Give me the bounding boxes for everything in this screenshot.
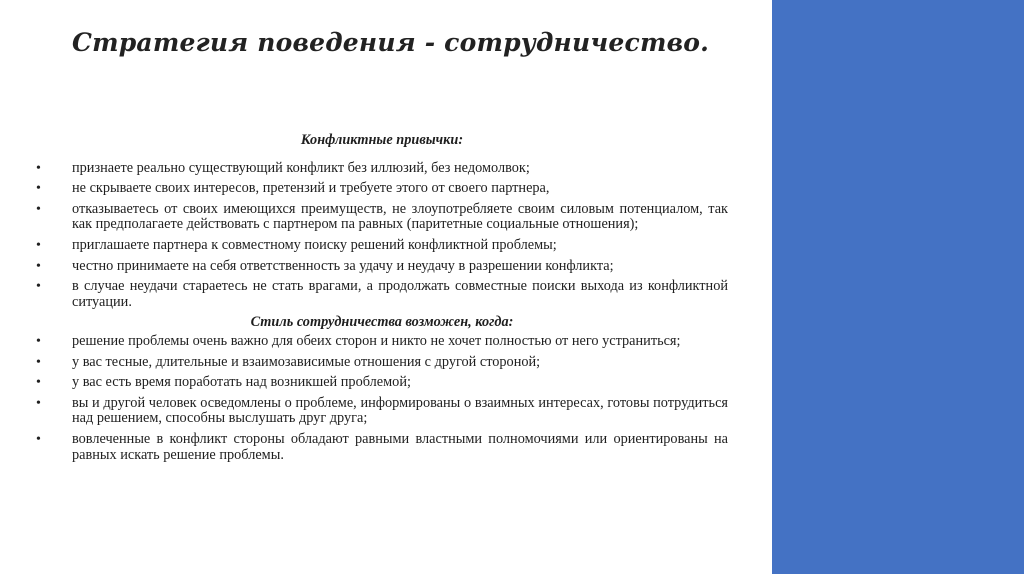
list-item bbox=[36, 355, 728, 371]
slide-title: Стратегия поведения - сотрудничество. bbox=[72, 28, 709, 57]
bullet-icon: • bbox=[36, 201, 41, 217]
bullet-icon: • bbox=[36, 395, 41, 411]
slide-content bbox=[36, 133, 728, 468]
bullet-icon: • bbox=[36, 375, 41, 391]
list-item bbox=[36, 334, 728, 350]
list-item-text: не скрываете своих интересов, претензий и требуете этого от своего партнера, bbox=[72, 180, 550, 197]
list-item bbox=[36, 259, 728, 275]
list-item-text: признаете реально существующий конфликт без иллюзий, без недомолвок; bbox=[72, 159, 530, 176]
bullet-icon: • bbox=[36, 333, 41, 349]
list-item-text: приглашаете партнера к совместному поиску решений конфликтной проблемы; bbox=[72, 236, 557, 253]
list-item bbox=[36, 181, 728, 197]
list-item-text: отказываетесь от своих имеющихся преимуществ, не злоупотребляете своим силовым потенциалом, так как предполагаете действовать с партнером па равных (паритетные социальные отношения); bbox=[72, 200, 728, 233]
list-item-text: вовлеченные в конфликт стороны обладают равными властными полномочиями или ориентированы на равных искать решение проблемы. bbox=[72, 430, 728, 463]
bullet-icon: • bbox=[36, 431, 41, 447]
bullet-icon: • bbox=[36, 258, 41, 274]
bullet-icon: • bbox=[36, 181, 41, 197]
habits-list bbox=[36, 161, 728, 311]
bullet-icon: • bbox=[36, 237, 41, 253]
list-item-text: вы и другой человек осведомлены о проблеме, информированы о взаимных интересах, готовы потрудиться над решением, способны выслушать друг друга; bbox=[72, 394, 728, 427]
list-item bbox=[36, 375, 728, 391]
list-item-text: честно принимаете на себя ответственность за удачу и неудачу в разрешении конфликта; bbox=[72, 257, 614, 274]
list-item bbox=[36, 396, 728, 427]
list-item-text: у вас тесные, длительные и взаимозависимые отношения с другой стороной; bbox=[72, 353, 541, 370]
side-accent-panel bbox=[772, 0, 1024, 574]
bullet-icon: • bbox=[36, 279, 41, 295]
bullet-icon: • bbox=[36, 160, 41, 176]
bullet-icon: • bbox=[36, 354, 41, 370]
list-item-text: у вас есть время поработать над возникшей проблемой; bbox=[72, 374, 411, 391]
list-item bbox=[36, 279, 728, 310]
conditions-heading: Стиль сотрудничества возможен, когда: bbox=[250, 314, 514, 331]
list-item bbox=[36, 432, 728, 463]
list-item-text: в случае неудачи стараетесь не стать врагами, а продолжать совместные поиски выхода из конфликтной ситуации. bbox=[72, 278, 728, 310]
list-item bbox=[36, 161, 728, 177]
list-item bbox=[36, 202, 728, 233]
conditions-list bbox=[36, 334, 728, 463]
habits-heading: Конфликтные привычки: bbox=[300, 132, 464, 148]
list-item bbox=[36, 238, 728, 254]
list-item-text: решение проблемы очень важно для обеих сторон и никто не хочет полностью от него устраниться; bbox=[72, 332, 681, 349]
